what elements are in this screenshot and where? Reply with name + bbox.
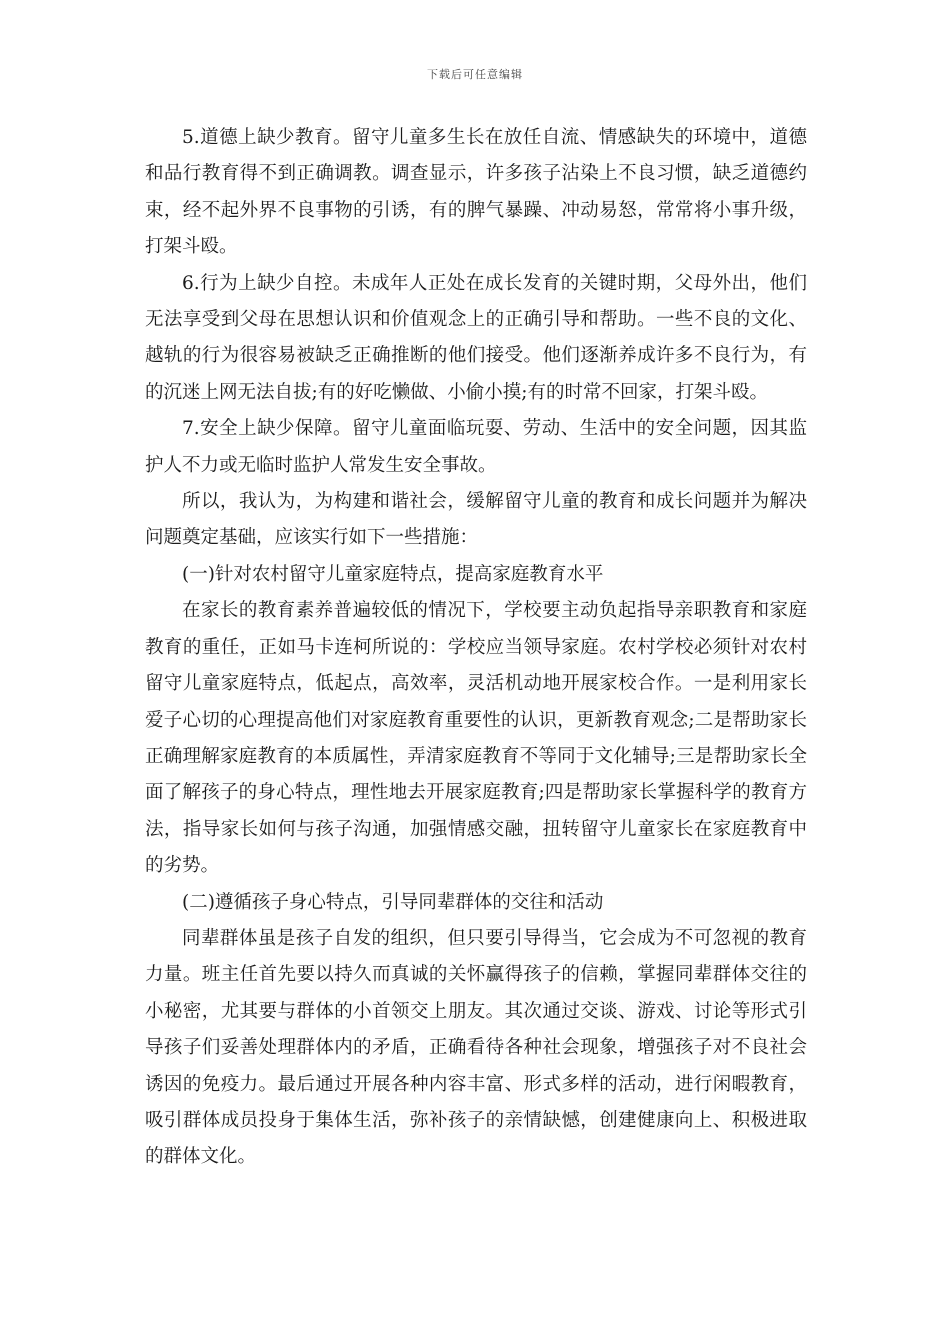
paragraph-safety: 7.安全上缺少保障。留守儿童面临玩耍、劳动、生活中的安全问题，因其监护人不力或无临时监护人常发生安全事故。 (145, 418, 807, 476)
section-heading-family-education: (一)针对农村留守儿童家庭特点，提高家庭教育水平 (182, 563, 604, 585)
section-heading-peer-groups: (二)遵循孩子身心特点，引导同辈群体的交往和活动 (182, 891, 604, 913)
page-header: 下载后可任意编辑 (427, 68, 523, 81)
paragraph-moral-education: 5.道德上缺少教育。留守儿童多生长在放任自流、情感缺失的环境中，道德和品行教育得不到正确调教。调查显示，许多孩子沾染上不良习惯，缺乏道德约束，经不起外界不良事物的引诱，有的脾气暴躁、冲动易怒，常常将小事升级，打架斗殴。 (145, 127, 807, 258)
paragraph-family-education: 在家长的教育素养普遍较低的情况下，学校要主动负起指导亲职教育和家庭教育的重任，正如马卡连柯所说的：学校应当领导家庭。农村学校必须针对农村留守儿童家庭特点，低起点，高效率，灵活机动地开展家校合作。一是利用家长爱子心切的心理提高他们对家庭教育重要性的认识，更新教育观念;二是帮助家长正确理解家庭教育的本质属性，弄清家庭教育不等同于文化辅导;三是帮助家长全面了解孩子的身心特点，理性地去开展家庭教育;四是帮助家长掌握科学的教育方法，指导家长如何与孩子沟通，加强情感交融，扭转留守儿童家长在家庭教育中的劣势。 (145, 600, 807, 877)
paragraph-self-control: 6.行为上缺少自控。未成年人正处在成长发育的关键时期，父母外出，他们无法享受到父母在思想认识和价值观念上的正确引导和帮助。一些不良的文化、越轨的行为很容易被缺乏正确推断的他们接受。他们逐渐养成许多不良行为，有的沉迷上网无法自拔;有的好吃懒做、小偷小摸;有的时常不回家，打架斗殴。 (145, 272, 807, 403)
paragraph-peer-groups: 同辈群体虽是孩子自发的组织，但只要引导得当，它会成为不可忽视的教育力量。班主任首先要以持久而真诚的关怀赢得孩子的信赖，掌握同辈群体交往的小秘密，尤其要与群体的小首领交上朋友。其次通过交谈、游戏、讨论等形式引导孩子们妥善处理群体内的矛盾，正确看待各种社会现象，增强孩子对不良社会诱因的免疫力。最后通过开展各种内容丰富、形式多样的活动，进行闲暇教育，吸引群体成员投身于集体生活，弥补孩子的亲情缺憾，创建健康向上、积极进取的群体文化。 (145, 927, 807, 1168)
paragraph-measures-intro: 所以，我认为，为构建和谐社会，缓解留守儿童的教育和成长问题并为解决问题奠定基础，应该实行如下一些措施： (145, 491, 807, 549)
document-body (145, 120, 807, 1176)
